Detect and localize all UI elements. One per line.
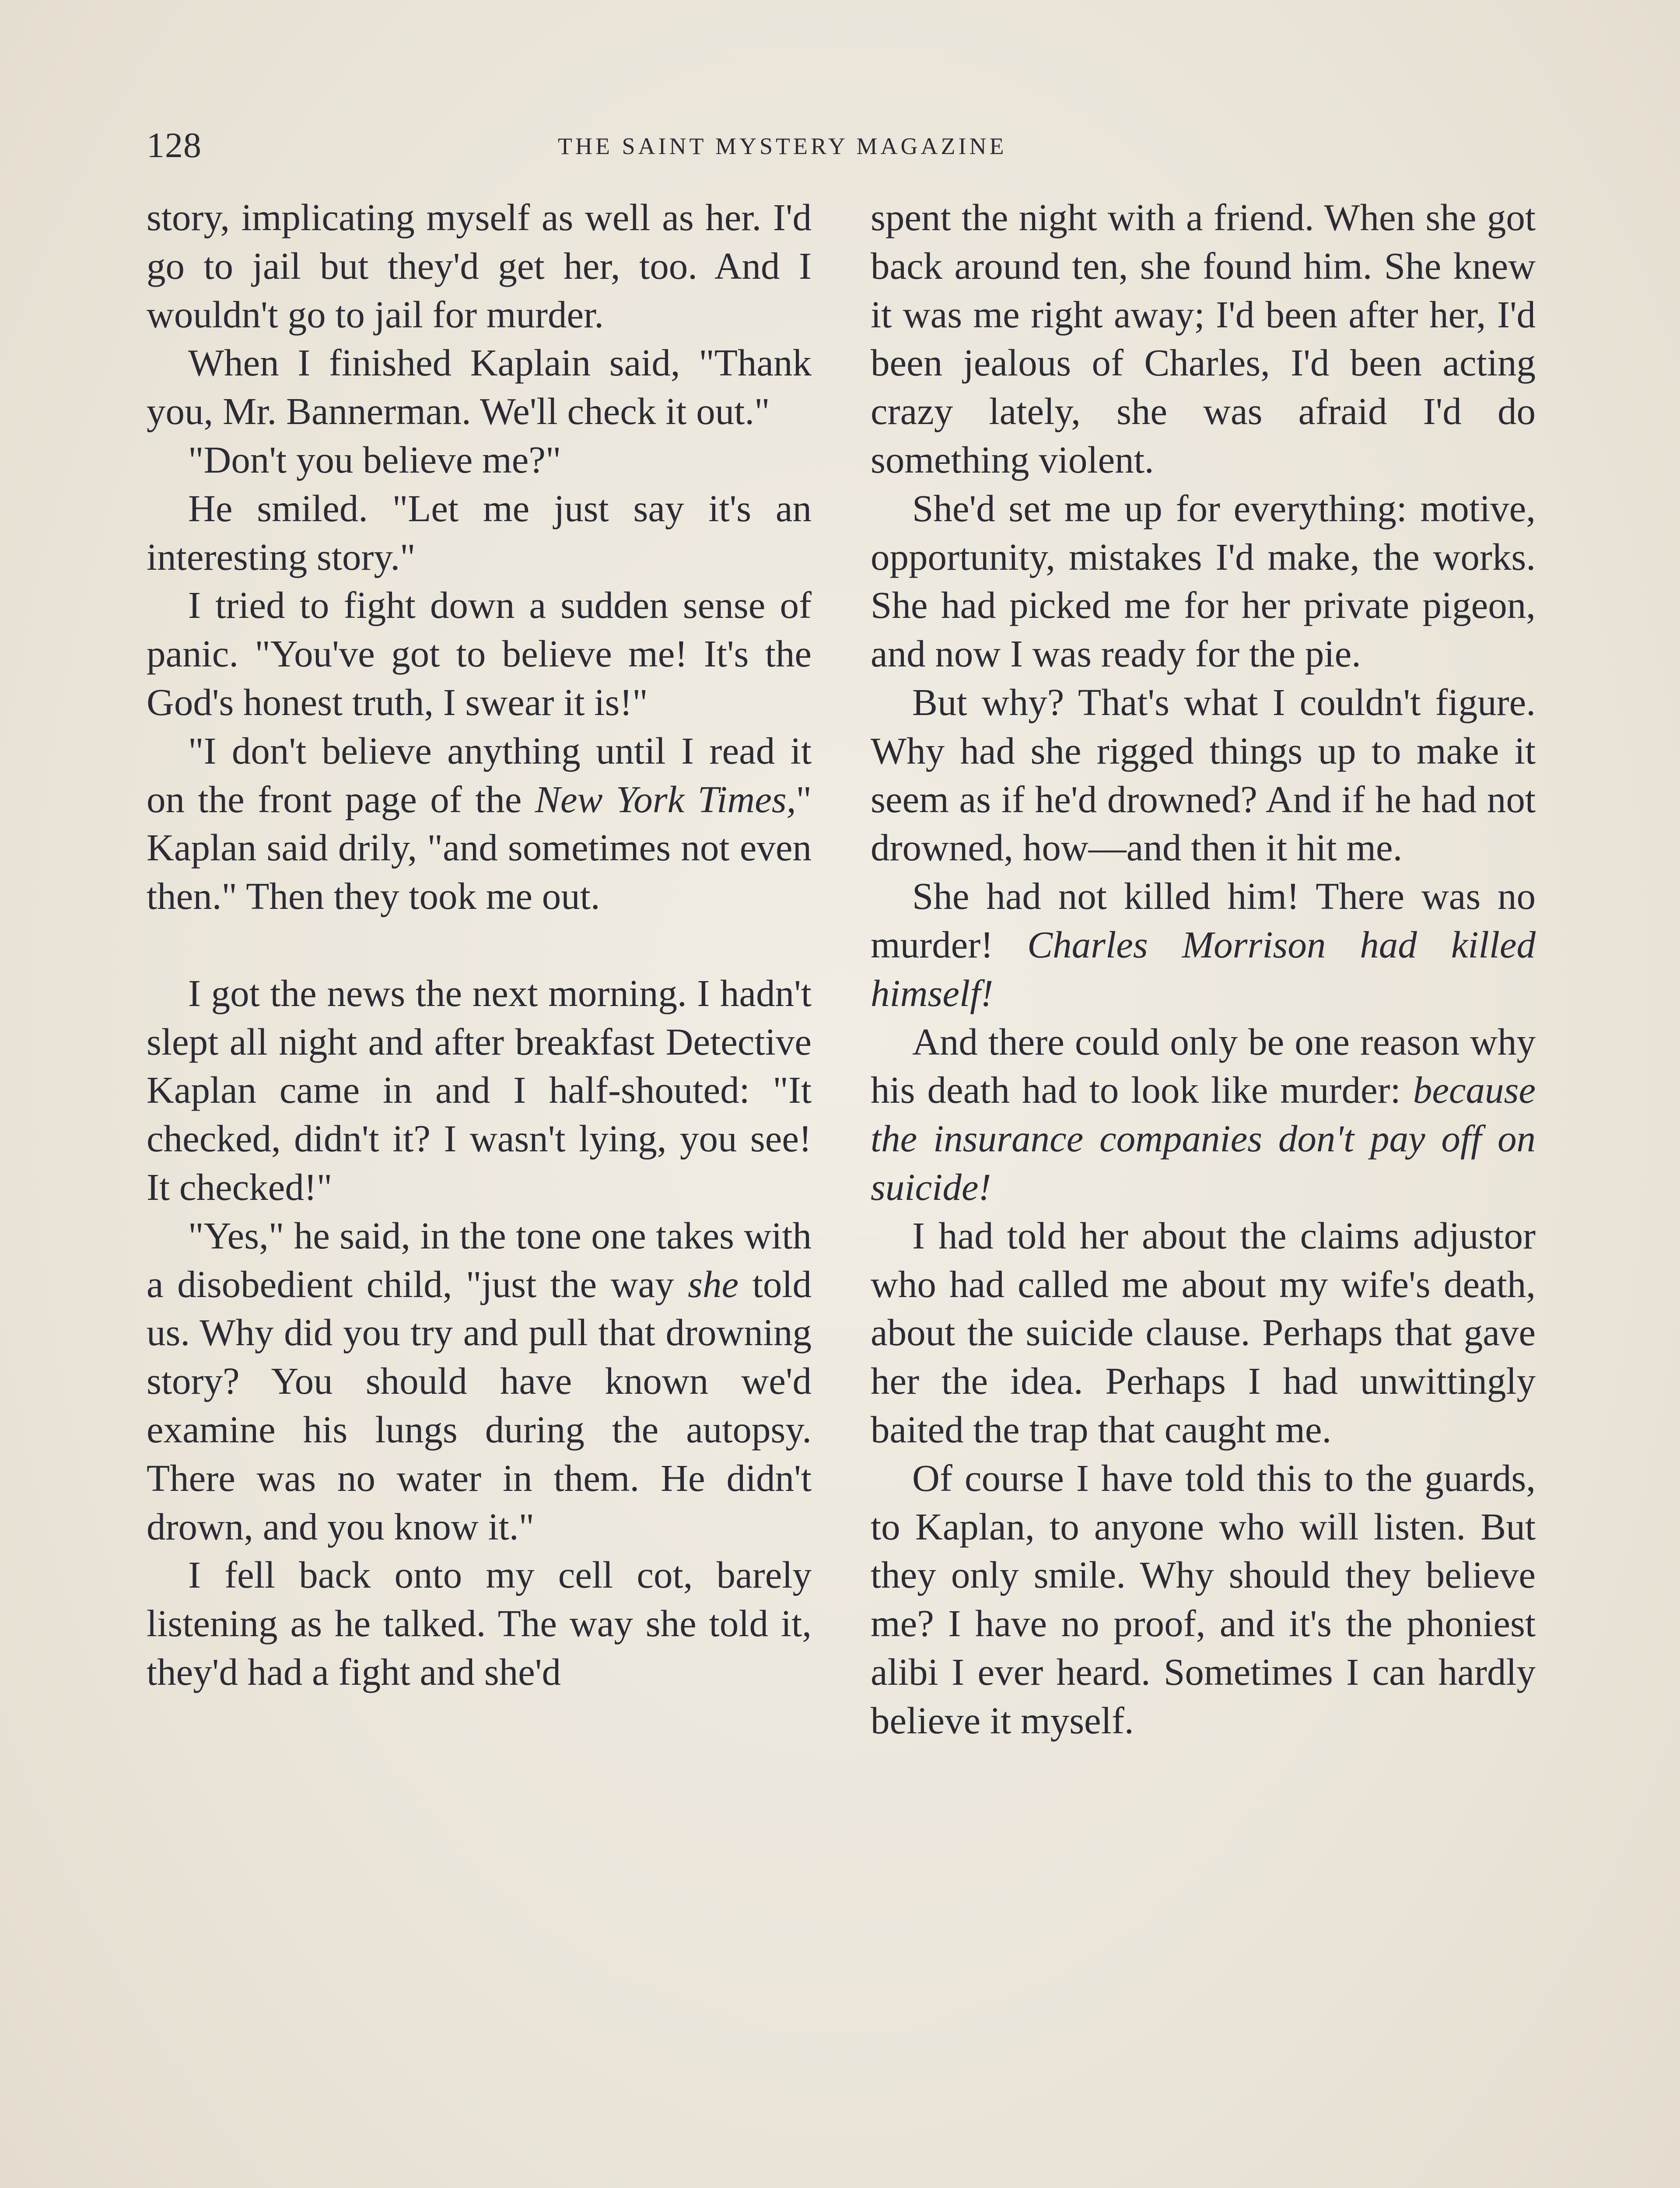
paragraph: He smiled. "Let me just say it's an interesting story." xyxy=(147,487,812,578)
paragraph xyxy=(871,1018,1536,1212)
text-run: "Yes," he said, in the tone one takes with a disobedient child, "just the way xyxy=(147,1214,812,1305)
text-run: She had not killed him! There was no murder! xyxy=(871,875,1536,966)
paragraph: When I finished Kaplain said, "Thank you, Mr. Bannerman. We'll check it out." xyxy=(147,341,812,433)
magazine-title: THE SAINT MYSTERY MAGAZINE xyxy=(558,133,1007,159)
paragraph: story, implicating myself as well as her. I'd go to jail but they'd get her, too. And I wouldn't go to jail for murder. xyxy=(147,196,812,336)
text-run: And there could only be one reason why his death had to look like murder: xyxy=(871,1020,1536,1112)
italic-text: Charles Morrison had killed himself! xyxy=(871,923,1536,1014)
paragraph: "Don't you believe me?" xyxy=(188,438,561,481)
italic-text: because the insurance companies don't pay off on suicide! xyxy=(871,1069,1536,1208)
text-run: "I don't believe anything until I read it on the front page of the xyxy=(147,729,812,820)
paragraph: I fell back onto my cell cot, barely listening as he talked. The way she told it, they'd had a fight and she'd xyxy=(147,1553,812,1693)
text-run: told us. Why did you try and pull that drowning story? You should have known we'd examine his lungs during the autopsy. There was no water in them. He didn't drown, and you know it." xyxy=(147,1262,812,1548)
paragraph: spent the night with a friend. When she got back around ten, she found him. She knew it was me right away; I'd been after her, I'd been jealous of Charles, I'd been acting crazy lately, she was afraid I'd do something violent. xyxy=(871,196,1536,481)
right-column xyxy=(871,193,1536,1745)
italic-text: New York Times, xyxy=(535,778,796,820)
paragraph xyxy=(147,727,812,921)
italic-text: she xyxy=(688,1262,739,1305)
page-number: 128 xyxy=(147,125,202,165)
paragraph: But why? That's what I couldn't figure. Why had she rigged things up to make it seem as if he'd drowned? And if he had not drowned, how—and then it hit me. xyxy=(871,680,1536,869)
paragraph: I got the news the next morning. I hadn't slept all night and after breakfast Detective Kaplan came in and I half-shouted: "It checked, didn't it? I wasn't lying, you see! It checked!" xyxy=(147,971,812,1208)
paragraph xyxy=(147,1212,812,1551)
running-head xyxy=(147,125,1560,165)
paragraph: Of course I have told this to the guards, to Kaplan, to anyone who will listen. But they only smile. Why should they believe me? I have no proof, and it's the phoniest alibi I ever heard. Sometimes I can hardly believe it myself. xyxy=(871,1456,1536,1742)
paragraph: I tried to fight down a sudden sense of panic. "You've got to believe me! It's the God's honest truth, I swear it is!" xyxy=(147,584,812,723)
left-column xyxy=(147,193,812,1697)
paragraph: I had told her about the claims adjustor who had called me about my wife's death, about the suicide clause. Perhaps that gave her the idea. Perhaps I had unwittingly baited the trap that caught me. xyxy=(871,1214,1536,1451)
paragraph xyxy=(871,872,1536,1017)
text-run: " Kaplan said drily, "and sometimes not even then." Then they took me out. xyxy=(147,778,812,918)
paragraph: She'd set me up for everything: motive, opportunity, mistakes I'd make, the works. She had picked me for her private pigeon, and now I was ready for the pie. xyxy=(871,487,1536,675)
